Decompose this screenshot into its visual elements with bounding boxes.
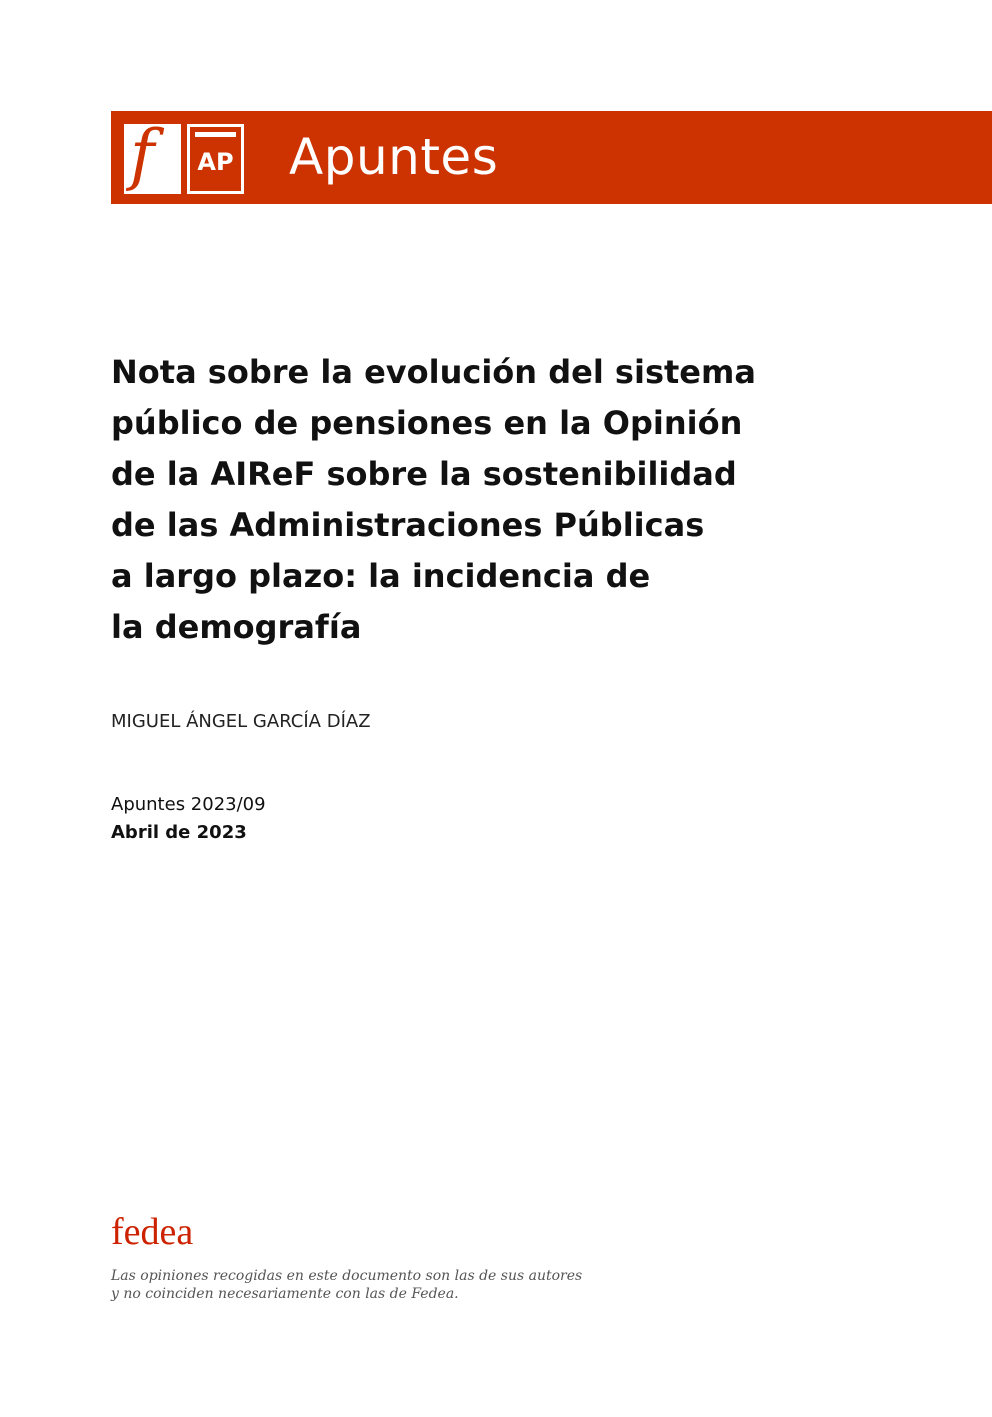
title-line: de las Administraciones Públicas [111,506,705,544]
fedea-f-logo-icon [124,124,181,194]
header-banner [111,111,992,204]
logo-f-letter: f [130,124,155,193]
title-line: la demografía [111,608,362,646]
publication-date: Abril de 2023 [111,822,247,843]
title-line: público de pensiones en la Opinión [111,404,743,442]
author-name: MIGUEL ÁNGEL GARCÍA DÍAZ [111,711,371,732]
disclaimer-line: Las opiniones recogidas en este documento son las de sus autores [111,1268,583,1284]
document-title [111,347,811,653]
title-line: Nota sobre la evolución del sistema [111,353,756,391]
logo-ap-bar [195,132,236,137]
title-line: de la AIReF sobre la sostenibilidad [111,455,737,493]
series-number: Apuntes 2023/09 [111,794,266,815]
title-line: a largo plazo: la incidencia de [111,557,651,595]
banner-title: Apuntes [289,128,499,186]
disclaimer [111,1267,582,1303]
apuntes-ap-logo-icon [187,124,244,194]
disclaimer-line: y no coinciden necesariamente con las de Fedea. [111,1286,459,1302]
logo-ap-text: AP [197,148,234,176]
fedea-wordmark-logo: fedea [111,1211,194,1253]
